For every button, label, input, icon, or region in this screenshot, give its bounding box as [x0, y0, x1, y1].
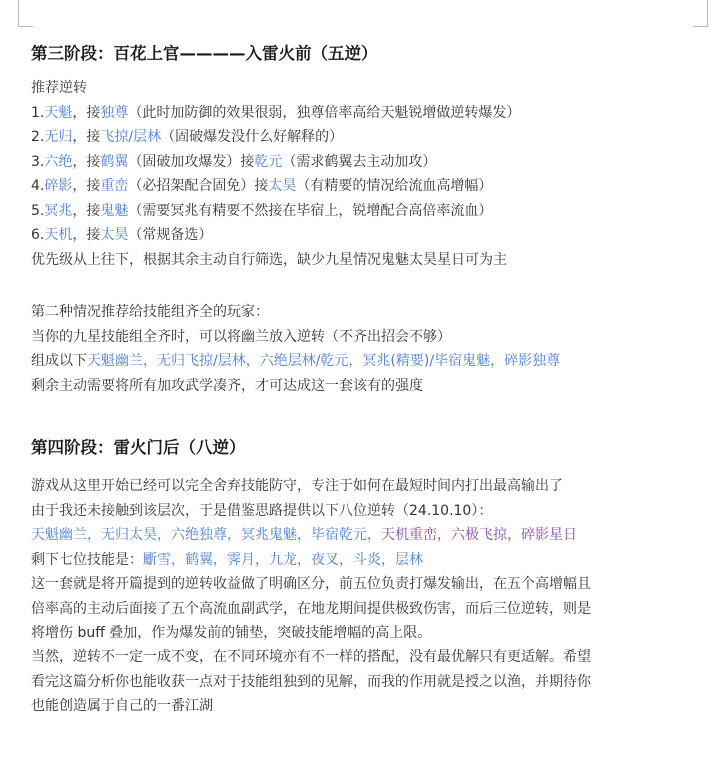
- section-heading-stage-3: 第三阶段：百花上官————入雷火前（五逆）: [31, 44, 378, 63]
- recommend-item-6: 6.天机，接太昊（常规备选）: [31, 227, 213, 243]
- stage-4-remaining-skills: 剩下七位技能是：斸雪，鹤翼，霁月，九龙，夜叉，斗炎，层林: [31, 551, 423, 568]
- paragraph-stage-4: [31, 474, 591, 646]
- full-skillset-line-2: 当你的九星技能组全齐时，可以将幽兰放入逆转（不齐出招会不够）: [31, 328, 451, 345]
- recommend-item-3: 3.六绝，接鹤翼（固破加攻爆发）接乾元（需求鹤翼去主动加攻）: [31, 153, 437, 170]
- full-skillset-line-4: 剩余主动需要将所有加攻武学凑齐，才可达成这一套该有的强度: [31, 377, 423, 394]
- conclusion-line-1: 当然，逆转不一定一成不变，在不同环境亦有不一样的搭配，没有最优解只有更适解。希望: [31, 649, 591, 665]
- stage-4-line-5: 这一套就是将开篇提到的逆转收益做了明确区分，前五位负责打爆发输出，在五个高增幅且: [31, 576, 591, 592]
- recommend-item-5: 5.冥兆，接鬼魅（需要冥兆有精要不然接在毕宿上，锐增配合高倍率流血）: [31, 202, 493, 219]
- conclusion-line-2: 看完这篇分析你也能收获一点对于技能组独到的见解，而我的作用就是授之以渔，并期待你: [31, 673, 591, 690]
- stage-4-combo-line: 天魁幽兰，无归太昊，六绝独尊，冥兆鬼魅，毕宿乾元，天机重峦，六极飞掠，碎影星日: [31, 527, 577, 543]
- page-corner-mark-right: [693, 0, 708, 27]
- full-skillset-line-3: 组成以下天魁幽兰，无归飞掠/层林，六绝层林/乾元，冥兆(精要)/毕宿鬼魅，碎影独尊: [31, 353, 561, 369]
- recommend-item-1: 1.天魁，接独尊（此时加防御的效果很弱，独尊倍率高给天魁锐增做逆转爆发）: [31, 104, 521, 121]
- conclusion-line-3: 也能创造属于自己的一番江湖: [31, 698, 213, 714]
- recommend-item-4: 4.碎影，接重峦（必招架配合固免）接太昊（有精要的情况给流血高增幅）: [31, 178, 493, 194]
- priority-note: 优先级从上往下，根据其余主动自行筛选，缺少九星情况鬼魅太昊星日可为主: [31, 251, 507, 268]
- section-heading-stage-4: 第四阶段：雷火门后（八逆）: [31, 438, 246, 457]
- recommend-intro: 推荐逆转: [31, 80, 87, 96]
- recommend-item-2: 2.无归，接飞掠/层林（固破爆发没什么好解释的）: [31, 129, 344, 145]
- full-skillset-line-1: 第二种情况推荐给技能组齐全的玩家：: [31, 304, 269, 320]
- stage-4-line-6: 倍率高的主动后面接了五个高流血副武学，在地龙期间提供极致伤害，而后三位逆转，则是: [31, 600, 591, 617]
- stage-4-line-2: 由于我还未接触到该层次，于是借鉴思路提供以下八位逆转（24.10.10）：: [31, 502, 493, 519]
- paragraph-conclusion: [31, 645, 591, 719]
- stage-4-line-1: 游戏从这里开始已经可以完全舍弃技能防守，专注于如何在最短时间内打出最高输出了: [31, 478, 563, 494]
- stage-4-line-7: 将增伤 buff 叠加，作为爆发前的铺垫，突破技能增幅的高上限。: [31, 625, 432, 641]
- page-corner-mark-left: [18, 0, 33, 27]
- paragraph-stage-3-recommendations: [31, 76, 520, 272]
- paragraph-full-skillset: [31, 300, 560, 398]
